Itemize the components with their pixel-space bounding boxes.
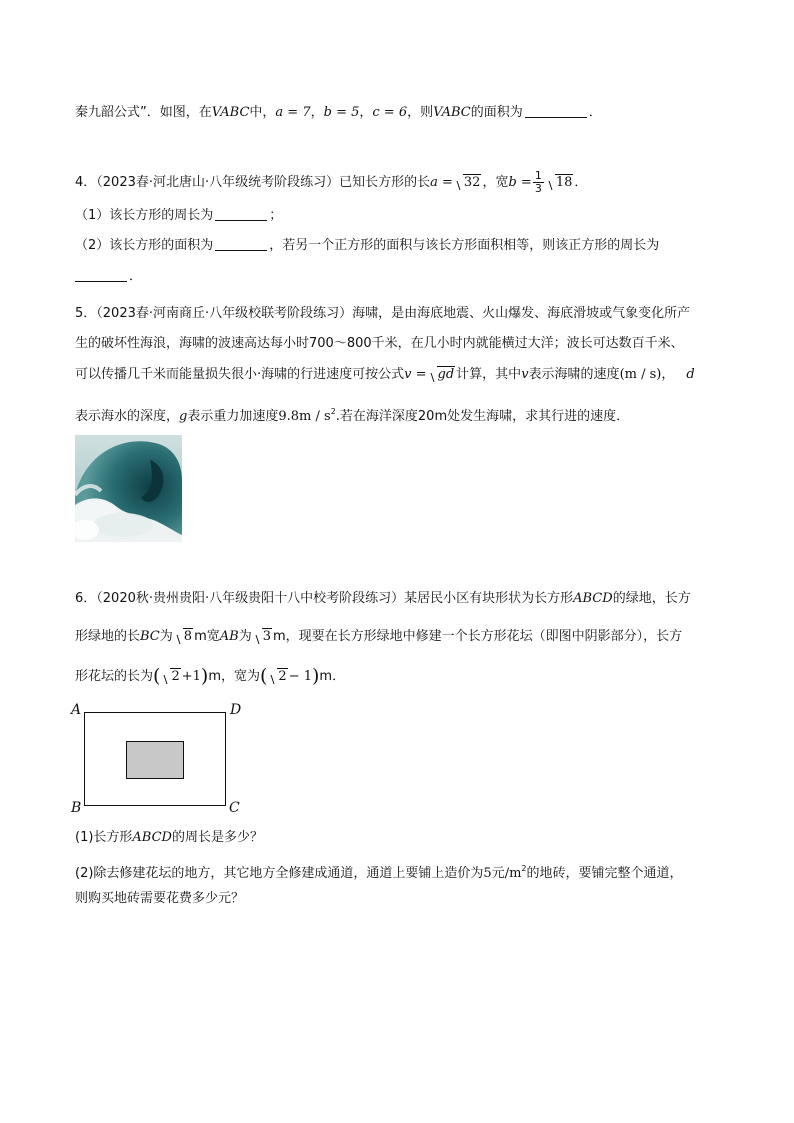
q3-text: 中， <box>249 105 276 120</box>
q4-sub2-cont: ． <box>75 268 142 286</box>
fraction-one-third: $\frac{1}{3}$ <box>534 169 542 195</box>
sqrt-gd: gd <box>428 366 456 384</box>
q6-ask2-cont: 则购买地砖需要花费多少元？ <box>75 891 245 906</box>
rectangle-abcd-diagram <box>84 712 226 806</box>
b-value: b = 5 <box>323 105 360 120</box>
q3-text: 的面积为 <box>470 105 523 120</box>
q6-line2: 形绿地的长BC为 8 m宽AB为 3 m，现要在长方形绿地中修建一个长方形花坛（即图中阴影部分），长方 <box>75 629 683 644</box>
answer-blank[interactable] <box>525 105 587 118</box>
c-value: c = 6 <box>372 105 408 120</box>
q3-text: 秦九韶公式”．如图，在 <box>75 105 212 120</box>
vertex-b-label: B <box>71 800 82 816</box>
q4-stem: 4．（2023春·河北唐山·八年级统考阶段练习）已知长方形的长a = 32 ，宽b = $\frac{1}{3}$ 18 ． <box>75 169 588 195</box>
sqrt-2: 2 <box>268 668 287 686</box>
vertex-d-label: D <box>230 702 242 718</box>
triangle-label: VABC <box>433 105 471 120</box>
tsunami-wave-image <box>75 435 182 542</box>
sqrt-2: 2 <box>161 668 180 686</box>
vertex-a-label: A <box>71 702 82 718</box>
sqrt-8: 8 <box>174 628 193 646</box>
q4-sub2: （2）该长方形的面积为 ，若另一个正方形的面积与该长方形面积相等，则该正方形的周长为 <box>75 238 660 253</box>
q5-line3: 可以传播几千米而能量损失很小·海啸的行进速度可按公式v = gd 计算，其中v表示海啸的速度(m / s)， d <box>75 367 695 382</box>
sqrt-3: 3 <box>253 628 272 646</box>
q3-tail-line: 秦九韶公式”．如图，在VABC中，a = 7，b = 5，c = 6，则VABC的面积为 ． <box>75 105 602 120</box>
q6-ask2: (2)除去修建花坛的地方，其它地方全修建成通道，通道上要铺上造价为5元$/m^2$的地砖，要铺完整个通道， <box>75 864 683 881</box>
sqrt-b: 18 <box>546 174 574 192</box>
q5-line2: 生的破坏性海浪，海啸的波速高达每小时700～800千米，在几小时内就能横过大洋；波长可达数百千米、 <box>75 336 684 351</box>
q6-line1: 6．（2020秋·贵州贵阳·八年级贵阳十八中校考阶段练习）某居民小区有块形状为长方形ABCD的绿地，长方 <box>75 591 691 606</box>
a-value: a = 7 <box>275 105 311 120</box>
q5-line1: 5．（2023春·河南商丘·八年级校联考阶段练习）海啸，是由海底地震、火山爆发、海底滑坡或气象变化所产 <box>75 306 691 321</box>
answer-blank[interactable] <box>215 208 267 221</box>
q4-text: 4．（2023春·河北唐山·八年级统考阶段练习）已知长方形的长 <box>75 175 431 190</box>
answer-blank[interactable] <box>75 269 127 282</box>
q5-line4: 表示海水的深度，g表示重力加速度$9.8m / s^2$.若在海洋深度20m处发生海啸，求其行进的速度． <box>75 407 630 424</box>
triangle-label: VABC <box>211 105 250 120</box>
q3-text: ，则 <box>407 105 434 120</box>
vertex-c-label: C <box>229 800 240 816</box>
flower-bed-shaded <box>126 741 184 779</box>
q6-line3: 形花坛的长为( 2 +1)m，宽为( 2 − 1)m． <box>75 665 346 687</box>
q4-sub1: （1）该长方形的周长为 ； <box>75 208 283 223</box>
answer-blank[interactable] <box>215 238 267 251</box>
sqrt-a: 32 <box>454 174 482 192</box>
q6-ask1: (1)长方形ABCD的周长是多少？ <box>75 830 263 845</box>
